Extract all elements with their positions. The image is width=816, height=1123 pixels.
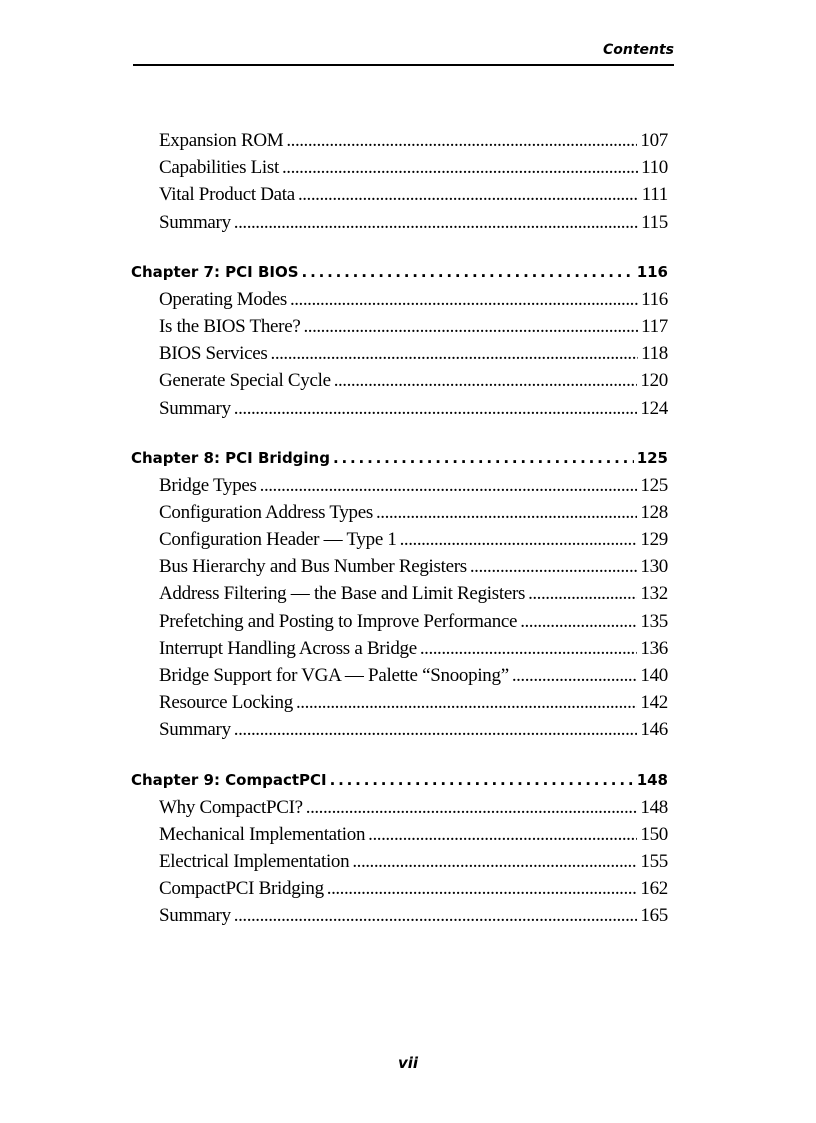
toc-entry[interactable] (131, 875, 668, 902)
toc-entry[interactable] (131, 902, 668, 929)
toc-entry-title: Mechanical Implementation (159, 823, 366, 845)
toc-entry-title: Address Filtering — the Base and Limit Registers (159, 583, 526, 605)
dot-leader (520, 608, 637, 635)
toc-entry-page-number: 115 (641, 211, 668, 233)
dot-leader (234, 209, 638, 236)
toc-entry-page-number: 117 (641, 315, 668, 337)
toc-entry-title: Interrupt Handling Across a Bridge (159, 637, 417, 659)
dot-leader (470, 553, 638, 580)
dot-leader (352, 848, 637, 875)
dot-leader (327, 875, 638, 902)
toc-entry[interactable] (131, 340, 668, 367)
toc-entry-page-number: 140 (640, 665, 668, 686)
toc-chapter-heading[interactable] (131, 259, 668, 286)
dot-leader (420, 635, 638, 662)
page-number: vii (397, 1054, 419, 1072)
dot-leader (512, 662, 638, 689)
toc-entry-page-number: 107 (640, 130, 668, 151)
toc-entry-page-number: 129 (640, 529, 668, 551)
toc-entry[interactable] (131, 848, 668, 875)
toc-entry-title: Prefetching and Posting to Improve Performance (159, 610, 518, 632)
dot-leader (334, 367, 638, 394)
toc-entry-page-number: 162 (640, 878, 668, 900)
toc-entry-page-number: 111 (641, 184, 668, 206)
toc-entry[interactable] (131, 526, 668, 553)
toc-entry-title: CompactPCI Bridging (159, 878, 324, 900)
toc-entry-page-number: 125 (640, 474, 668, 496)
toc-entry[interactable] (131, 472, 668, 499)
toc-entry-page-number: 128 (640, 501, 668, 523)
toc-entry-title: Bus Hierarchy and Bus Number Registers (159, 556, 467, 578)
dot-leader (234, 902, 638, 929)
dot-leader (234, 395, 638, 422)
toc-chapter-heading-title: Chapter 8: PCI Bridging (131, 448, 330, 467)
toc-entry-title: Configuration Address Types (159, 501, 373, 523)
toc-entry-title: Summary (159, 905, 231, 927)
toc-entry[interactable] (131, 209, 668, 236)
dot-leader (286, 127, 637, 154)
dot-leader (400, 526, 638, 553)
toc-entry[interactable] (131, 181, 668, 208)
toc-entry[interactable] (131, 580, 668, 607)
toc-entry[interactable] (131, 553, 668, 580)
dot-leader (303, 313, 638, 340)
toc-chapter-heading-page-number: 125 (636, 448, 668, 467)
toc-entry-page-number: 136 (640, 637, 668, 659)
toc-entry[interactable] (131, 821, 668, 848)
toc-entry-title: Bridge Types (159, 474, 257, 496)
toc-entry-title: Electrical Implementation (159, 850, 350, 872)
toc-entry[interactable] (131, 716, 668, 743)
dot-leader (376, 499, 637, 526)
toc-entry-title: Capabilities List (159, 157, 279, 179)
toc-entry[interactable] (131, 154, 668, 181)
toc-entry-title: Is the BIOS There? (159, 315, 301, 337)
toc-chapter-heading-title: Chapter 9: CompactPCI (131, 770, 327, 789)
dot-leader (234, 716, 638, 743)
toc-entry-title: Summary (159, 397, 231, 419)
toc-entry-title: Configuration Header — Type 1 (159, 529, 397, 551)
toc-entry[interactable] (131, 313, 668, 340)
dot-leader (306, 794, 638, 821)
toc-entry[interactable] (131, 395, 668, 422)
toc-entry[interactable] (131, 499, 668, 526)
toc-entry-page-number: 132 (640, 583, 668, 605)
dot-leader (260, 472, 638, 499)
toc-entry-title: Operating Modes (159, 288, 287, 310)
toc-chapter-heading[interactable] (131, 445, 668, 472)
toc-chapter-heading-page-number: 116 (636, 262, 668, 281)
toc-entry-page-number: 124 (640, 397, 668, 419)
dot-leader (271, 340, 639, 367)
toc-entry[interactable] (131, 286, 668, 313)
dot-leader (282, 154, 638, 181)
toc-entry-title: Vital Product Data (159, 184, 295, 206)
toc-entry-page-number: 120 (640, 370, 668, 392)
toc-entry[interactable] (131, 635, 668, 662)
toc-chapter-heading-page-number: 148 (636, 770, 668, 789)
dot-leader (290, 286, 638, 313)
toc-entry[interactable] (131, 794, 668, 821)
toc-entry[interactable] (131, 608, 668, 635)
dot-leader (368, 821, 637, 848)
toc-entry[interactable] (131, 127, 668, 154)
toc-chapter-heading[interactable] (131, 767, 668, 794)
table-of-contents (131, 127, 668, 930)
toc-entry-title: Summary (159, 211, 231, 233)
toc-section (131, 445, 668, 744)
toc-entry-page-number: 146 (640, 719, 668, 741)
dot-leader (298, 181, 639, 208)
toc-entry-page-number: 148 (640, 796, 668, 818)
toc-entry-title: Why CompactPCI? (159, 796, 303, 818)
dot-leader (528, 580, 637, 607)
toc-entry[interactable] (131, 367, 668, 394)
toc-entry-page-number: 165 (640, 905, 668, 927)
running-title: Contents (602, 42, 674, 58)
toc-entry-page-number: 155 (640, 850, 668, 872)
toc-section (131, 259, 668, 422)
running-header (133, 40, 674, 66)
toc-entry-title: BIOS Services (159, 343, 268, 365)
toc-section (131, 767, 668, 930)
toc-entry[interactable] (131, 662, 668, 689)
toc-entry[interactable] (131, 689, 668, 716)
toc-entry-page-number: 118 (641, 343, 668, 365)
toc-entry-page-number: 110 (641, 157, 668, 179)
dot-leader (333, 445, 634, 472)
toc-entry-page-number: 116 (641, 288, 668, 310)
toc-section (131, 127, 668, 236)
toc-entry-page-number: 142 (640, 692, 668, 714)
dot-leader (296, 689, 637, 716)
toc-entry-page-number: 130 (640, 556, 668, 578)
dot-leader (302, 259, 634, 286)
toc-entry-page-number: 150 (640, 823, 668, 845)
toc-chapter-heading-title: Chapter 7: PCI BIOS (131, 262, 299, 281)
toc-entry-title: Summary (159, 719, 231, 741)
toc-entry-page-number: 135 (640, 610, 668, 632)
dot-leader (330, 767, 634, 794)
toc-entry-title: Resource Locking (159, 692, 293, 714)
toc-entry-title: Generate Special Cycle (159, 370, 331, 392)
toc-entry-title: Expansion ROM (159, 130, 284, 151)
toc-entry-title: Bridge Support for VGA — Palette “Snooping” (159, 665, 509, 686)
